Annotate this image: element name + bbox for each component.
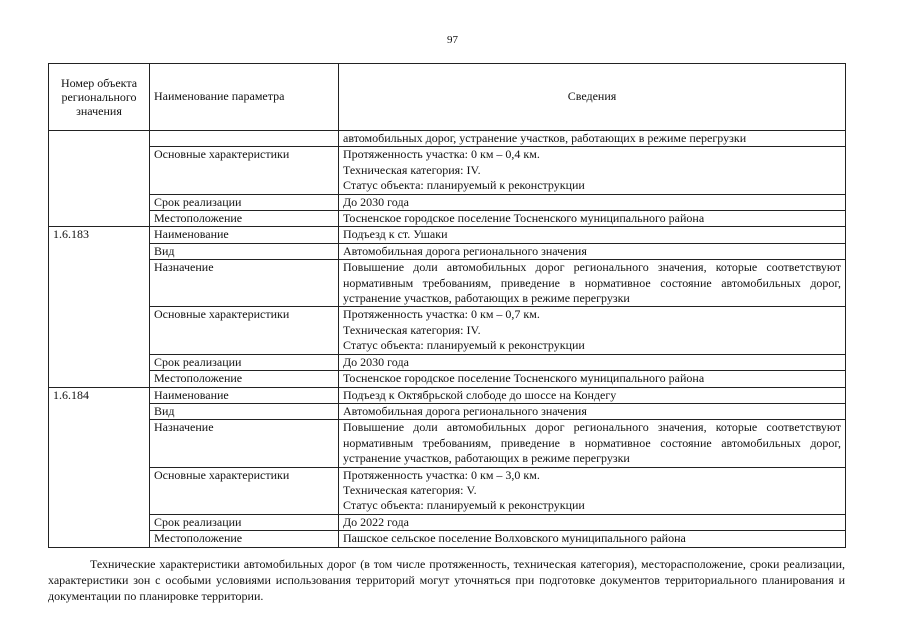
information-line: Подъезд к ст. Ушаки	[343, 227, 448, 242]
table-row	[49, 194, 846, 210]
table-row	[49, 354, 846, 370]
footnote-text: Технические характеристики автомобильных дорог (в том числе протяженность, техническая категория), месторасположение, сроки реализации, характеристики зон с особыми условиями использования территорий могут уточняться при подготовке документов территориального планирования и документации по планировке территории.	[48, 557, 845, 603]
information-cell	[339, 387, 846, 403]
table-row	[49, 514, 846, 530]
parameter-name-cell: Назначение	[150, 260, 339, 307]
information-text: Повышение доли автомобильных дорог регионального значения, которые соответствуют нормативным требованиям, приведение в нормативное состояние автомобильных дорог, устранение участков, работающих в режиме перегрузки	[343, 420, 841, 466]
information-line: Протяженность участка: 0 км – 0,7 км.	[343, 307, 540, 322]
table-body	[49, 131, 846, 548]
header-information: Сведения	[339, 64, 846, 131]
header-object-number: Номер объекта регионального значения	[49, 64, 150, 131]
table-row	[49, 403, 846, 419]
information-cell	[339, 403, 846, 419]
parameter-name-cell: Местоположение	[150, 531, 339, 547]
table-row	[49, 147, 846, 194]
information-line: Статус объекта: планируемый к реконструкции	[343, 498, 585, 513]
parameter-name-cell: Основные характеристики	[150, 467, 339, 514]
information-cell	[339, 211, 846, 227]
table-row	[49, 260, 846, 307]
information-line: Техническая категория: IV.	[343, 162, 481, 177]
information-line: Техническая категория: V.	[343, 482, 477, 497]
parameter-name-cell: Срок реализации	[150, 354, 339, 370]
information-cell	[339, 354, 846, 370]
parameter-name-cell: Назначение	[150, 420, 339, 467]
parameter-name-cell: Местоположение	[150, 371, 339, 387]
parameter-name-cell	[150, 131, 339, 147]
information-cell	[339, 531, 846, 547]
table-row	[49, 307, 846, 354]
information-cell	[339, 514, 846, 530]
information-cell	[339, 260, 846, 307]
table-row	[49, 227, 846, 243]
object-number-cell: 1.6.183	[49, 227, 150, 387]
parameter-name-cell: Местоположение	[150, 211, 339, 227]
parameter-name-cell: Основные характеристики	[150, 147, 339, 194]
information-cell	[339, 147, 846, 194]
parameter-name-cell: Вид	[150, 403, 339, 419]
information-line: До 2022 года	[343, 514, 409, 529]
object-number-cell	[49, 131, 150, 227]
information-line: Автомобильная дорога регионального значения	[343, 243, 587, 258]
table-row	[49, 387, 846, 403]
parameter-name-cell: Основные характеристики	[150, 307, 339, 354]
table-row	[49, 131, 846, 147]
object-number-cell: 1.6.184	[49, 387, 150, 547]
information-line: До 2030 года	[343, 354, 409, 369]
footnote-paragraph	[48, 556, 845, 604]
information-text: Повышение доли автомобильных дорог регионального значения, которые соответствуют нормативным требованиям, приведение в нормативное состояние автомобильных дорог, устранение участков, работающих в режиме перегрузки	[343, 260, 841, 306]
information-line: Протяженность участка: 0 км – 0,4 км.	[343, 147, 540, 162]
parameter-name-cell: Срок реализации	[150, 514, 339, 530]
table-row	[49, 420, 846, 467]
information-line: Техническая категория: IV.	[343, 322, 481, 337]
parameter-name-cell: Срок реализации	[150, 194, 339, 210]
information-line: Статус объекта: планируемый к реконструкции	[343, 338, 585, 353]
information-line: Протяженность участка: 0 км – 3,0 км.	[343, 467, 540, 482]
table-header-row	[49, 64, 846, 131]
information-line: Тосненское городское поселение Тосненского муниципального района	[343, 371, 705, 386]
information-cell	[339, 307, 846, 354]
information-line: Подъезд к Октябрьской слободе до шоссе на Кондегу	[343, 387, 617, 402]
header-parameter-name: Наименование параметра	[150, 64, 339, 131]
table-row	[49, 531, 846, 547]
information-cell	[339, 194, 846, 210]
parameter-name-cell: Наименование	[150, 227, 339, 243]
parameter-name-cell: Наименование	[150, 387, 339, 403]
page-number: 97	[447, 34, 458, 46]
table-row	[49, 371, 846, 387]
table-row	[49, 467, 846, 514]
information-line: Тосненское городское поселение Тосненского муниципального района	[343, 211, 705, 226]
information-cell	[339, 467, 846, 514]
information-cell	[339, 420, 846, 467]
information-line: Статус объекта: планируемый к реконструкции	[343, 178, 585, 193]
information-cell	[339, 227, 846, 243]
parameter-name-cell: Вид	[150, 243, 339, 259]
table-row	[49, 243, 846, 259]
information-line: автомобильных дорог, устранение участков, работающих в режиме перегрузки	[343, 131, 747, 145]
information-cell	[339, 243, 846, 259]
information-line: Автомобильная дорога регионального значения	[343, 403, 587, 418]
regional-objects-table	[48, 63, 846, 548]
information-line: До 2030 года	[343, 194, 409, 209]
information-line: Пашское сельское поселение Волховского муниципального района	[343, 531, 686, 546]
information-cell	[339, 371, 846, 387]
information-cell	[339, 131, 846, 147]
table-row	[49, 211, 846, 227]
